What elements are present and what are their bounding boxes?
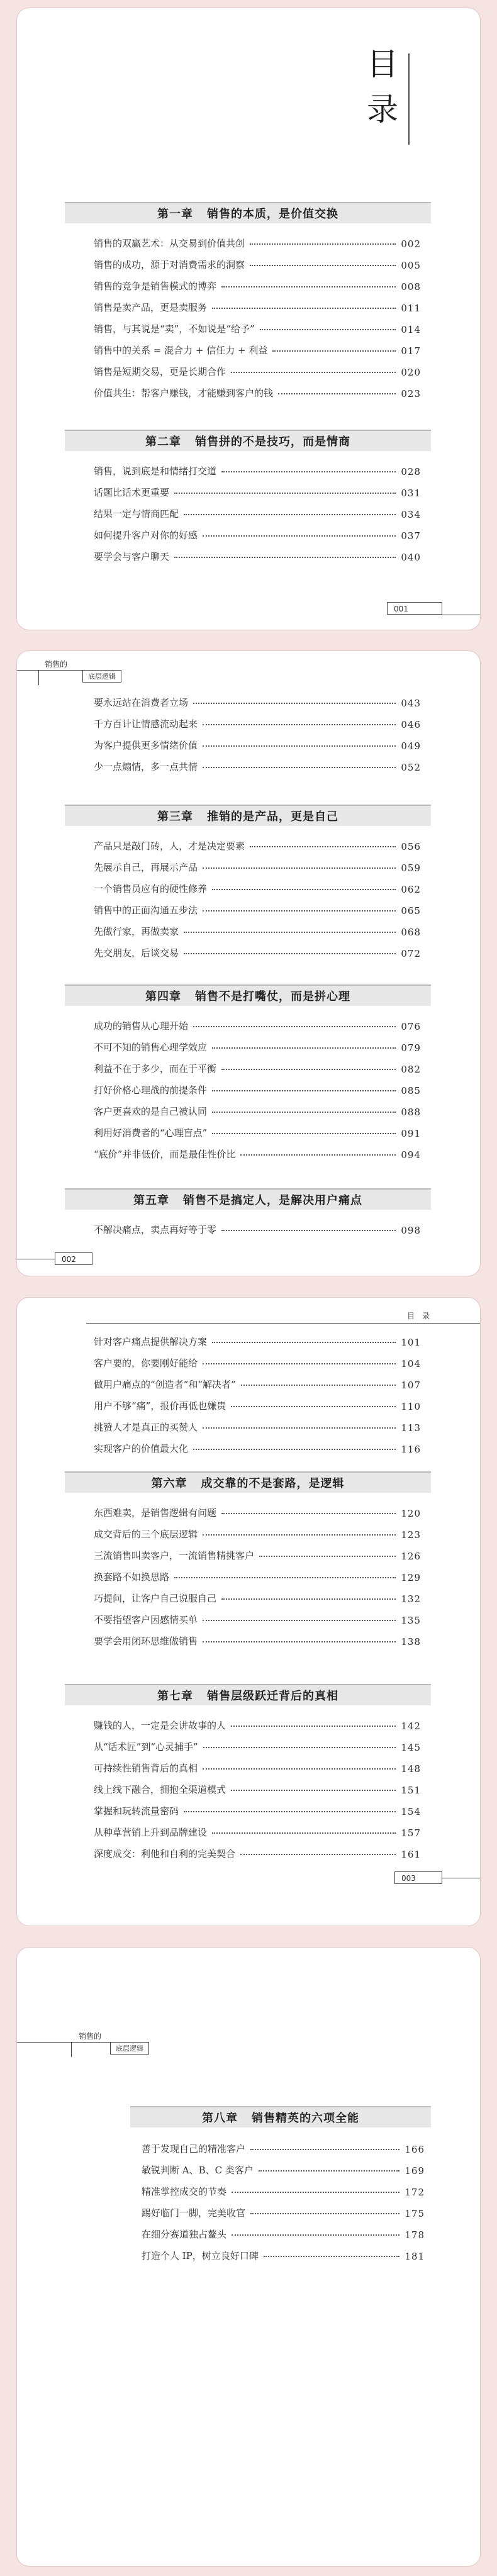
book-subtitle: 底层逻辑: [110, 2042, 149, 2055]
entry-title: 要学会与客户聊天: [94, 551, 170, 562]
toc-list-ch1: [94, 228, 421, 399]
entry-page: 181: [405, 2251, 425, 2262]
chapter-header-1: [65, 202, 431, 223]
entry-page: 157: [401, 1827, 421, 1839]
entry-title: 从“话术匠”到“心灵捕手”: [94, 1741, 198, 1753]
chapter-number: 第二章: [145, 435, 181, 449]
entry-page: 079: [401, 1042, 421, 1054]
entry-title: 为客户提供更多情绪价值: [94, 740, 198, 751]
chapter-number: 第四章: [145, 990, 181, 1003]
toc-entry[interactable]: [94, 1817, 421, 1839]
entry-page: 076: [401, 1021, 421, 1032]
dot-leader: [212, 889, 396, 890]
entry-title: 要永远站在消费者立场: [94, 697, 189, 708]
entry-title: 如何提升客户对你的好感: [94, 530, 198, 541]
entry-page: 034: [401, 509, 421, 520]
chapter-header-8: [130, 2106, 431, 2127]
entry-page: 085: [401, 1085, 421, 1096]
dot-leader: [231, 372, 396, 373]
toc-entry[interactable]: [94, 752, 421, 773]
entry-title: 销售的竞争是销售模式的博弈: [94, 281, 217, 292]
dot-leader: [203, 724, 396, 725]
entry-page: 056: [401, 841, 421, 852]
entry-title: 千方百计让情感流动起来: [94, 718, 198, 730]
toc-entry[interactable]: [142, 2198, 425, 2219]
toc-list-ch5: [94, 1215, 421, 1236]
toc-list-ch3: [94, 831, 421, 959]
entry-title: 销售中的关系 = 混合力 + 信任力 + 利益: [94, 345, 268, 356]
chapter-title: 推销的是产品，更是自己: [207, 810, 338, 823]
chapter-number: 第三章: [157, 810, 193, 823]
entry-page: 126: [401, 1551, 421, 1562]
toc-page-3: [16, 1297, 481, 1926]
toc-entry[interactable]: [94, 335, 421, 357]
toc-entry[interactable]: [94, 1075, 421, 1096]
toc-entry[interactable]: [94, 520, 421, 542]
entry-page: 129: [401, 1572, 421, 1583]
entry-title: 销售是短期交易，更是长期合作: [94, 366, 226, 377]
entry-title: 在细分赛道独占鳌头: [142, 2229, 227, 2240]
dot-leader: [184, 514, 396, 515]
toc-entry[interactable]: [94, 1796, 421, 1817]
entry-title: 敏锐判断 A、B、C 类客户: [142, 2165, 254, 2176]
entry-title: 掌握和玩转流量密码: [94, 1805, 179, 1817]
toc-entry[interactable]: [94, 1519, 421, 1541]
entry-title: 打造个人 IP，树立良好口碑: [142, 2250, 259, 2261]
entry-title: 线上线下融合，拥抱全渠道模式: [94, 1784, 226, 1795]
entry-page: 037: [401, 530, 421, 542]
chapter-header-3: [65, 805, 431, 826]
entry-page: 178: [405, 2229, 425, 2241]
book-label: 销售的: [79, 2032, 102, 2041]
toc-entry[interactable]: [142, 2219, 425, 2241]
entry-title: 销售，与其说是“卖”，不如说是“给予”: [94, 323, 255, 335]
entry-page: 088: [401, 1107, 421, 1118]
header-side-rule: [71, 2042, 72, 2057]
entry-page: 107: [401, 1380, 421, 1391]
dot-leader: [174, 1577, 396, 1578]
entry-title: 价值共生：帮客户赚钱，才能赚到客户的钱: [94, 388, 274, 399]
toc-entry[interactable]: [94, 1498, 421, 1519]
toc-entry[interactable]: [94, 1011, 421, 1032]
dot-leader: [193, 1026, 396, 1027]
entry-title: 成功的销售从心理开始: [94, 1020, 189, 1032]
entry-page: 052: [401, 762, 421, 773]
toc-entry[interactable]: [94, 1118, 421, 1139]
entry-title: 客户更喜欢的是自己被认同: [94, 1106, 208, 1117]
dot-leader: [231, 1406, 396, 1407]
toc-entry[interactable]: [94, 1775, 421, 1796]
toc-entry[interactable]: [94, 271, 421, 293]
toc-entry[interactable]: [94, 1839, 421, 1860]
entry-page: 142: [401, 1720, 421, 1732]
dot-leader: [264, 2256, 400, 2257]
entry-page: 046: [401, 719, 421, 730]
toc-entry[interactable]: [142, 2134, 425, 2155]
entry-title: 巧提问，让客户自己说服自己: [94, 1593, 217, 1604]
dot-leader: [259, 1556, 396, 1557]
toc-entry[interactable]: [142, 2241, 425, 2262]
entry-page: 138: [401, 1636, 421, 1648]
entry-page: 148: [401, 1763, 421, 1775]
chapter-title: 销售层级跃迁背后的真相: [207, 1690, 338, 1703]
chapter-title: 销售不是搞定人，是解决用户痛点: [183, 1194, 362, 1207]
toc-entry[interactable]: [94, 1054, 421, 1075]
toc-entry[interactable]: [94, 499, 421, 520]
toc-entry[interactable]: [94, 938, 421, 959]
entry-page: 161: [401, 1849, 421, 1860]
entry-title: 做用户痛点的“创造者”和“解决者”: [94, 1379, 236, 1390]
dot-leader: [278, 393, 396, 394]
toc-list-ch8: [142, 2134, 425, 2262]
dot-leader: [203, 535, 396, 537]
dot-leader: [203, 1427, 396, 1429]
page-number-tab: 002: [55, 1252, 92, 1265]
dot-leader: [212, 1133, 396, 1134]
toc-entry[interactable]: [94, 1562, 421, 1583]
dot-leader: [184, 953, 396, 954]
chapter-header-6: [65, 1471, 431, 1493]
entry-page: 072: [401, 948, 421, 959]
entry-title: 三流销售叫卖客户，一流销售精挑客户: [94, 1550, 255, 1561]
toc-entry[interactable]: [94, 1139, 421, 1161]
toc-entry[interactable]: [94, 542, 421, 563]
toc-list-ch4: [94, 1011, 421, 1161]
entry-page: 113: [401, 1422, 421, 1434]
dot-leader: [203, 1747, 396, 1748]
toc-entry[interactable]: [94, 477, 421, 499]
entry-title: 销售的成功，源于对消费需求的洞察: [94, 259, 245, 270]
dot-leader: [221, 286, 396, 287]
chapter-header-5: [65, 1188, 431, 1210]
dot-leader: [193, 703, 396, 704]
toc-entry[interactable]: [94, 1348, 421, 1369]
entry-title: 销售中的正面沟通五步法: [94, 905, 198, 916]
chapter-title: 销售拼的不是技巧，而是情商: [195, 435, 350, 449]
heading-rule: [408, 53, 410, 145]
chapter-header-4: [65, 984, 431, 1006]
entry-title: 要学会用闭环思维做销售: [94, 1636, 198, 1647]
dot-leader: [260, 329, 396, 330]
toc-entry[interactable]: [94, 1434, 421, 1455]
entry-page: 169: [405, 2165, 425, 2177]
toc-entry[interactable]: [94, 730, 421, 752]
entry-page: 068: [401, 927, 421, 938]
entry-page: 031: [401, 488, 421, 499]
toc-list-ch2-cont: [94, 688, 421, 773]
entry-title: 销售是卖产品，更是卖服务: [94, 302, 208, 313]
header-rule: [17, 2042, 110, 2043]
entry-page: 110: [401, 1401, 421, 1412]
chapter-number: 第六章: [151, 1477, 187, 1490]
toc-entry[interactable]: [94, 456, 421, 477]
dot-leader: [174, 557, 396, 558]
entry-page: 002: [401, 238, 421, 250]
dot-leader: [231, 1726, 396, 1727]
toc-entry[interactable]: [142, 2155, 425, 2177]
entry-title: 换套路不如换思路: [94, 1571, 170, 1583]
chapter-number: 第五章: [133, 1194, 169, 1207]
entry-title: 善于发现自己的精准客户: [142, 2143, 246, 2155]
entry-title: 一个销售员应有的硬性修养: [94, 883, 208, 895]
entry-page: 094: [401, 1149, 421, 1161]
entry-page: 059: [401, 862, 421, 874]
toc-entry[interactable]: [94, 1583, 421, 1605]
entry-page: 123: [401, 1529, 421, 1541]
dot-leader: [212, 1090, 396, 1091]
toc-entry[interactable]: [94, 314, 421, 335]
toc-entry[interactable]: [94, 293, 421, 314]
entry-page: 023: [401, 388, 421, 399]
entry-page: 104: [401, 1358, 421, 1369]
dot-leader: [232, 2234, 399, 2236]
entry-title: 结果一定与情商匹配: [94, 508, 179, 520]
toc-entry[interactable]: [94, 895, 421, 917]
toc-entry[interactable]: [94, 852, 421, 874]
dot-leader: [203, 1768, 396, 1770]
dot-leader: [250, 2213, 399, 2214]
toc-entry[interactable]: [94, 1032, 421, 1054]
entry-page: 062: [401, 884, 421, 895]
dot-leader: [250, 265, 396, 266]
entry-title: 深度成交：利他和自利的完美契合: [94, 1848, 236, 1860]
entry-title: 利益不在于多少，而在于平衡: [94, 1063, 217, 1074]
entry-title: 销售，说到底是和情绪打交道: [94, 466, 217, 477]
toc-entry[interactable]: [94, 378, 421, 399]
page-number-tab: 001: [387, 602, 442, 615]
entry-page: 082: [401, 1064, 421, 1075]
entry-page: 091: [401, 1128, 421, 1139]
entry-page: 049: [401, 740, 421, 752]
entry-title: 产品只是敲门砖，人，才是决定要素: [94, 840, 245, 852]
toc-entry[interactable]: [94, 1541, 421, 1562]
entry-page: 145: [401, 1742, 421, 1753]
page-number-tab: 003: [394, 1871, 442, 1884]
entry-page: 014: [401, 324, 421, 335]
dot-leader: [203, 1363, 396, 1364]
dot-leader: [203, 1620, 396, 1621]
dot-leader: [221, 1598, 396, 1600]
toc-list-ch2: [94, 456, 421, 563]
entry-page: 132: [401, 1593, 421, 1605]
dot-leader: [232, 2192, 399, 2193]
dot-leader: [184, 932, 396, 933]
toc-entry[interactable]: [94, 1215, 421, 1236]
entry-title: 不解决痛点，卖点再好等于零: [94, 1224, 217, 1235]
entry-page: 040: [401, 552, 421, 563]
dot-leader: [212, 1832, 396, 1834]
toc-entry[interactable]: [94, 1327, 421, 1348]
entry-page: 172: [405, 2187, 425, 2198]
entry-title: 先做行家，再做卖家: [94, 926, 179, 937]
dot-leader: [250, 846, 396, 847]
entry-title: 实现客户的价值最大化: [94, 1443, 189, 1454]
toc-entry[interactable]: [94, 688, 421, 709]
chapter-title: 销售的本质，是价值交换: [207, 208, 338, 221]
book-label: 销售的: [45, 660, 68, 669]
toc-entry[interactable]: [142, 2177, 425, 2198]
entry-title: 挑赞人才是真正的买赞人: [94, 1422, 198, 1433]
entry-page: 154: [401, 1806, 421, 1817]
running-head: 目 录: [407, 1312, 430, 1320]
entry-page: 065: [401, 905, 421, 917]
toc-page-1: [16, 8, 481, 630]
entry-title: 赚钱的人，一定是会讲故事的人: [94, 1720, 226, 1731]
toc-entry[interactable]: [94, 709, 421, 730]
entry-page: 043: [401, 698, 421, 709]
toc-entry[interactable]: [94, 1626, 421, 1648]
toc-entry[interactable]: [94, 831, 421, 852]
dot-leader: [203, 910, 396, 912]
dot-leader: [240, 1854, 396, 1855]
toc-page-2: [16, 650, 481, 1276]
entry-title: 先交朋友，后谈交易: [94, 947, 179, 959]
dot-leader: [212, 1112, 396, 1113]
chapter-number: 第一章: [157, 208, 193, 221]
toc-entry[interactable]: [94, 1096, 421, 1118]
entry-page: 151: [401, 1785, 421, 1796]
entry-title: 利用好消费者的“心理盲点”: [94, 1127, 208, 1139]
entry-title: 少一点煽情，多一点共情: [94, 761, 198, 772]
entry-page: 008: [401, 281, 421, 293]
toc-entry[interactable]: [94, 917, 421, 938]
entry-page: 017: [401, 345, 421, 357]
toc-entry[interactable]: [94, 1412, 421, 1434]
toc-list-ch7: [94, 1710, 421, 1860]
dot-leader: [241, 1385, 396, 1386]
toc-list-ch6: [94, 1498, 421, 1648]
chapter-number: 第八章: [202, 2112, 238, 2125]
dot-leader: [240, 1154, 396, 1156]
dot-leader: [250, 243, 396, 245]
entry-page: 175: [405, 2208, 425, 2219]
entry-page: 028: [401, 466, 421, 477]
entry-page: 166: [405, 2144, 425, 2155]
toc-entry[interactable]: [94, 357, 421, 378]
dot-leader: [250, 2149, 399, 2150]
dot-leader: [203, 867, 396, 869]
dot-leader: [184, 1811, 396, 1812]
entry-page: 011: [401, 303, 421, 314]
book-subtitle: 底层逻辑: [82, 670, 121, 683]
chapter-title: 成交靠的不是套路，是逻辑: [201, 1477, 345, 1490]
dot-leader: [212, 308, 396, 309]
toc-entry[interactable]: [94, 1391, 421, 1412]
entry-title: 踢好临门一脚，完美收官: [142, 2207, 246, 2219]
toc-entry[interactable]: [94, 250, 421, 271]
toc-page-4: [16, 1947, 481, 2567]
chapter-title: 销售不是打嘴仗，而是拼心理: [195, 990, 350, 1003]
dot-leader: [221, 471, 396, 472]
entry-page: 116: [401, 1444, 421, 1455]
dot-leader: [193, 1449, 396, 1450]
entry-title: 客户要的，你要刚好能给: [94, 1358, 198, 1369]
entry-page: 101: [401, 1337, 421, 1348]
toc-entry[interactable]: [94, 1605, 421, 1626]
toc-list-ch5-cont: [94, 1327, 421, 1455]
entry-title: 销售的双赢艺术：从交易到价值共创: [94, 238, 245, 249]
dot-leader: [203, 1534, 396, 1536]
chapter-header-7: [65, 1684, 431, 1705]
entry-title: 东西难卖，是销售逻辑有问题: [94, 1507, 217, 1519]
dot-leader: [203, 767, 396, 768]
entry-title: 可持续性销售背后的真相: [94, 1763, 198, 1774]
dot-leader: [221, 1069, 396, 1070]
entry-page: 098: [401, 1225, 421, 1236]
entry-title: 话题比话术更重要: [94, 487, 170, 498]
dot-leader: [221, 1230, 396, 1231]
entry-page: 020: [401, 367, 421, 378]
dot-leader: [272, 350, 396, 352]
dot-leader: [221, 1513, 396, 1514]
chapter-header-2: [65, 430, 431, 451]
entry-title: 打好价格心理战的前提条件: [94, 1084, 208, 1096]
entry-title: 不可不知的销售心理学效应: [94, 1042, 208, 1053]
toc-heading: 目录: [362, 47, 398, 138]
dot-leader: [231, 1790, 396, 1791]
entry-title: 从种草营销上升到品牌建设: [94, 1827, 208, 1838]
dot-leader: [203, 745, 396, 747]
dot-leader: [259, 2170, 399, 2172]
chapter-number: 第七章: [157, 1690, 193, 1703]
entry-title: 用户不够“痛”，报价再低也嫌贵: [94, 1400, 226, 1412]
entry-title: 不要指望客户因感情买单: [94, 1614, 198, 1625]
header-rule: [86, 1323, 481, 1324]
entry-page: 135: [401, 1615, 421, 1626]
header-rule: [17, 670, 82, 671]
toc-entry[interactable]: [94, 1753, 421, 1775]
entry-page: 005: [401, 260, 421, 271]
entry-title: 精准掌控成交的节奏: [142, 2186, 227, 2197]
toc-entry[interactable]: [94, 1710, 421, 1732]
entry-title: 针对客户痛点提供解决方案: [94, 1336, 208, 1347]
chapter-title: 销售精英的六项全能: [252, 2112, 359, 2125]
dot-leader: [212, 1342, 396, 1343]
toc-entry[interactable]: [94, 1732, 421, 1753]
entry-page: 120: [401, 1508, 421, 1519]
entry-title: 成交背后的三个底层逻辑: [94, 1529, 198, 1540]
dot-leader: [174, 493, 396, 494]
toc-entry[interactable]: [94, 228, 421, 250]
entry-title: 先展示自己，再展示产品: [94, 862, 198, 873]
dot-leader: [203, 1641, 396, 1642]
dot-leader: [212, 1047, 396, 1049]
toc-entry[interactable]: [94, 1369, 421, 1391]
toc-entry[interactable]: [94, 874, 421, 895]
entry-title: “底价”并非低价，而是最佳性价比: [94, 1149, 236, 1160]
header-side-rule: [38, 670, 39, 685]
